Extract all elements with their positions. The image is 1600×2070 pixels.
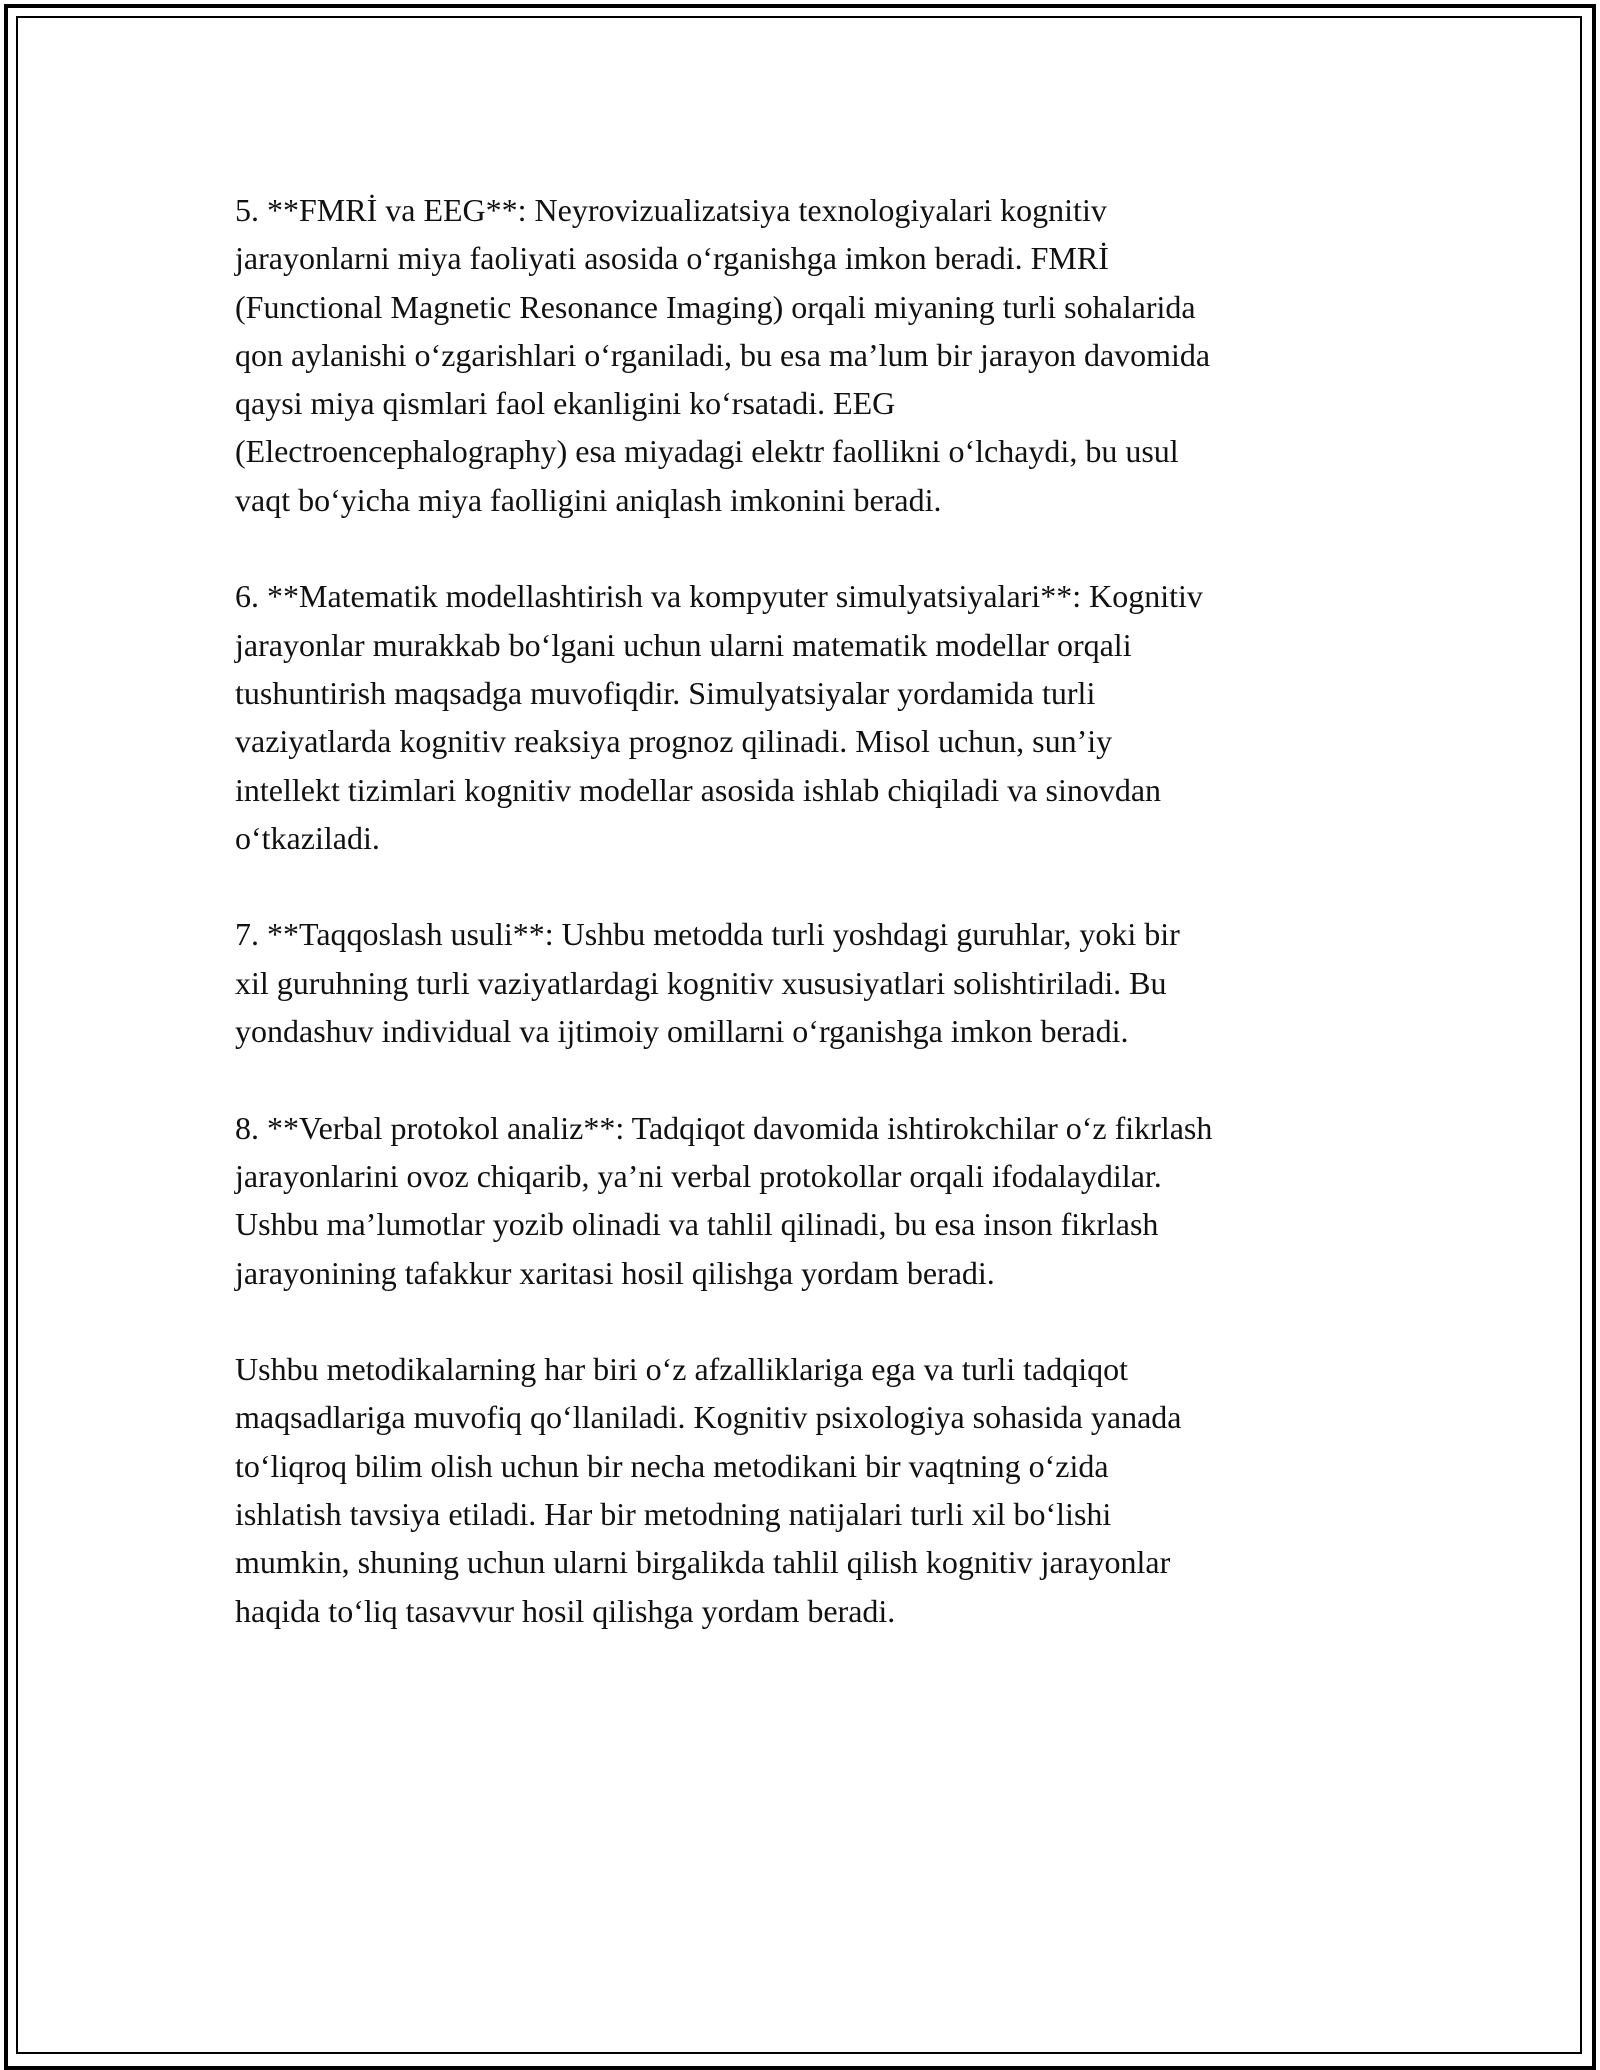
- document-body: [235, 186, 1375, 1683]
- paragraph-verbal-protocol: 8. **Verbal protokol analiz**: Tadqiqot davomida ishtirokchilar o‘z fikrlash jarayonlarini ovoz chiqarib, ya’ni verbal protokollar orqali ifodalaydilar. Ushbu ma’lumotlar yozib olinadi va tahlil qilinadi, bu esa inson fikrlash jarayonining tafakkur xaritasi hosil qilishga yordam beradi.: [235, 1109, 1213, 1291]
- paragraph-comparison-method: 7. **Taqqoslash usuli**: Ushbu metodda turli yoshdagi guruhlar, yoki bir xil guruhning turli vaziyatlardagi kognitiv xususiyatlari solishtiriladi. Bu yondashuv individual va ijtimoiy omillarni o‘rganishga imkon beradi.: [235, 916, 1180, 1050]
- paragraph-mathematical-modeling: 6. **Matematik modellashtirish va kompyuter simulyatsiyalari**: Kognitiv jarayonlar murakkab bo‘lgani uchun ularni matematik modellar orqali tushuntirish maqsadga muvofiqdir. Simulyatsiyalar yordamida turli vaziyatlarda kognitiv reaksiya prognoz qilinadi. Misol uchun, sun’iy intellekt tizimlari kognitiv modellar asosida ishlab chiqiladi va sinovdan o‘tkaziladi.: [235, 578, 1203, 856]
- paragraph-conclusion: Ushbu metodikalarning har biri o‘z afzalliklariga ega va turli tadqiqot maqsadlariga muvofiq qo‘llaniladi. Kognitiv psixologiya sohasida yanada to‘liqroq bilim olish uchun bir necha metodikani bir vaqtning o‘zida ishlatish tavsiya etiladi. Har bir metodning natijalari turli xil bo‘lishi mumkin, shuning uchun ularni birgalikda tahlil qilish kognitiv jarayonlar haqida to‘liq tasavvur hosil qilishga yordam beradi.: [235, 1351, 1182, 1629]
- paragraph-fmri-eeg: 5. **FMRİ va EEG**: Neyrovizualizatsiya texnologiyalari kognitiv jarayonlarni miya faoliyati asosida o‘rganishga imkon beradi. FMRİ (Functional Magnetic Resonance Imaging) orqali miyaning turli sohalarida qon aylanishi o‘zgarishlari o‘rganiladi, bu esa ma’lum bir jarayon davomida qaysi miya qismlari faol ekanligini ko‘rsatadi. EEG (Electroencephalography) esa miyadagi elektr faollikni o‘lchaydi, bu usul vaqt bo‘yicha miya faolligini aniqlash imkonini beradi.: [235, 192, 1211, 518]
